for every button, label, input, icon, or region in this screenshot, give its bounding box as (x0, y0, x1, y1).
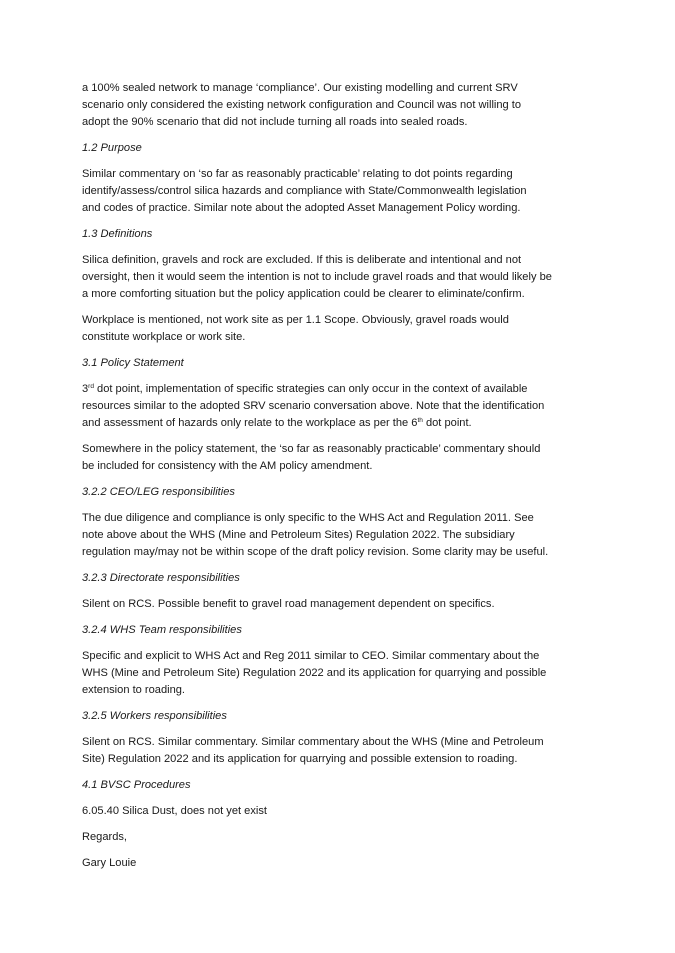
workers-paragraph (82, 734, 602, 768)
section-heading-purpose: 1.2 Purpose (82, 142, 142, 154)
text-fragment: dot point. (422, 417, 472, 429)
text-fragment: and assessment of hazards only relate to the workplace as per the 6 (82, 417, 418, 429)
definitions-paragraph-2 (82, 312, 602, 346)
ceo-paragraph (82, 510, 602, 561)
text-line: Silent on RCS. Similar commentary. Similar commentary about the WHS (Mine and Petroleum (82, 736, 544, 748)
policy-statement-paragraph-1 (82, 381, 602, 432)
text-line: constitute workplace or work site. (82, 331, 246, 343)
text-line: 6.05.40 Silica Dust, does not yet exist (82, 805, 267, 817)
text-fragment: dot point, implementation of specific strategies can only occur in the context of available (93, 383, 528, 395)
section-heading-ceo-responsibilities: 3.2.2 CEO/LEG responsibilities (82, 486, 235, 498)
intro-paragraph (82, 80, 602, 131)
text-line: Silica definition, gravels and rock are excluded. If this is deliberate and intentional and not (82, 254, 522, 266)
directorate-paragraph (82, 596, 602, 613)
section-heading-procedures: 4.1 BVSC Procedures (82, 779, 191, 791)
text-line: regulation may/may not be within scope of the draft policy revision. Some clarity may be useful. (82, 546, 549, 558)
text-line: oversight, then it would seem the intention is not to include gravel roads and that would likely be (82, 271, 552, 283)
text-line: Silent on RCS. Possible benefit to gravel road management dependent on specifics. (82, 598, 495, 610)
text-line (82, 415, 602, 432)
signature-name: Gary Louie (82, 857, 137, 869)
text-line: Workplace is mentioned, not work site as per 1.1 Scope. Obviously, gravel roads would (82, 314, 509, 326)
section-heading-workers-responsibilities: 3.2.5 Workers responsibilities (82, 710, 227, 722)
document-page (82, 80, 602, 881)
text-line: Specific and explicit to WHS Act and Reg 2011 similar to CEO. Similar commentary about the (82, 650, 540, 662)
text-line (82, 381, 602, 398)
ordinal-suffix: th (417, 417, 423, 424)
definitions-paragraph-1 (82, 252, 602, 303)
text-line: scenario only considered the existing network configuration and Council was not willing to (82, 99, 522, 111)
text-line: Somewhere in the policy statement, the ‘so far as reasonably practicable’ commentary should (82, 443, 541, 455)
text-line: a more comforting situation but the policy application could be clearer to eliminate/confirm. (82, 288, 525, 300)
section-heading-definitions: 1.3 Definitions (82, 228, 153, 240)
text-line: adopt the 90% scenario that did not include turning all roads into sealed roads. (82, 116, 468, 128)
text-line: note above about the WHS (Mine and Petroleum Sites) Regulation 2022. The subsidiary (82, 529, 515, 541)
purpose-paragraph (82, 166, 602, 217)
ordinal-suffix: rd (88, 383, 94, 390)
text-line: WHS (Mine and Petroleum Site) Regulation 2022 and its application for quarrying and possible (82, 667, 547, 679)
whs-team-paragraph (82, 648, 602, 699)
section-heading-whs-team-responsibilities: 3.2.4 WHS Team responsibilities (82, 624, 242, 636)
section-heading-policy-statement: 3.1 Policy Statement (82, 357, 184, 369)
text-line: be included for consistency with the AM policy amendment. (82, 460, 373, 472)
section-heading-directorate-responsibilities: 3.2.3 Directorate responsibilities (82, 572, 240, 584)
text-line: Site) Regulation 2022 and its application for quarrying and possible extension to roading. (82, 753, 518, 765)
ordinal-number: 3 (82, 383, 89, 395)
closing-regards: Regards, (82, 831, 128, 843)
text-line: The due diligence and compliance is only specific to the WHS Act and Regulation 2011. See (82, 512, 534, 524)
procedures-paragraph (82, 803, 602, 820)
text-line: a 100% sealed network to manage ‘compliance’. Our existing modelling and current SRV (82, 82, 518, 94)
policy-statement-paragraph-2 (82, 441, 602, 475)
text-line: resources similar to the adopted SRV scenario conversation above. Note that the identification (82, 400, 545, 412)
text-line: extension to roading. (82, 684, 185, 696)
text-line: and codes of practice. Similar note about the adopted Asset Management Policy wording. (82, 202, 521, 214)
text-line: identify/assess/control silica hazards and compliance with State/Commonwealth legislation (82, 185, 527, 197)
text-line: Similar commentary on ‘so far as reasonably practicable’ relating to dot points regarding (82, 168, 513, 180)
